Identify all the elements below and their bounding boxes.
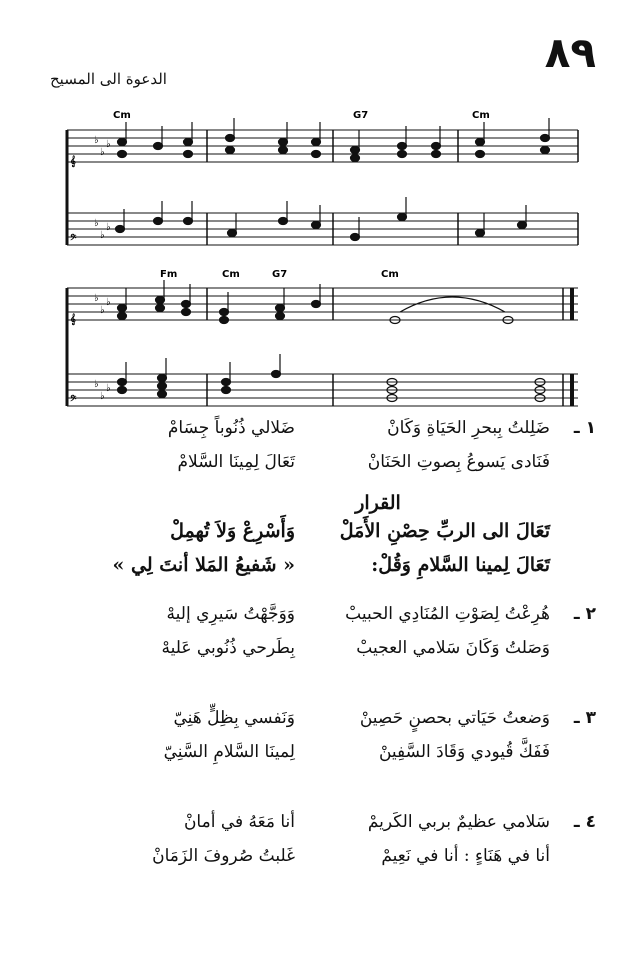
treble-clef-icon: 𝄞 xyxy=(70,314,76,325)
verse-hemistich: وَضعتُ حَيَاتي بحصنٍ حَصِينْ xyxy=(359,708,550,728)
verse-line xyxy=(40,708,596,742)
bass-clef-icon: 𝄢 xyxy=(70,234,77,245)
verse-hemistich: غَلبتُ صُروفَ الزَمَانْ xyxy=(152,846,295,866)
hymn-title: الدعوة الى المسيح xyxy=(50,70,167,88)
verse-hemistich: وَصَلتُ وَكَانَ سَلامي العجيبْ xyxy=(356,638,550,658)
svg-text:♭: ♭ xyxy=(94,293,99,304)
verse-line xyxy=(40,452,596,486)
bass-clef-icon: 𝄢 xyxy=(70,395,77,406)
verse-line xyxy=(40,418,596,452)
chord-label: Fm xyxy=(160,269,178,280)
svg-text:♭: ♭ xyxy=(106,383,111,394)
refrain-hemistich: وَأَسْرِعْ وَلاَ تُهمِلْ xyxy=(170,520,295,542)
verse-hemistich: فَفَكَّ قُيودي وَقَادَ السَّفِينْ xyxy=(378,742,550,762)
svg-text:♭: ♭ xyxy=(106,222,111,233)
svg-text:♭: ♭ xyxy=(94,218,99,229)
refrain-line xyxy=(40,554,596,588)
svg-text:♭: ♭ xyxy=(100,147,105,158)
verse-line xyxy=(40,638,596,672)
refrain-hemistich: تَعَالَ لِمينا السَّلامِ وَقُلْ: xyxy=(371,554,550,576)
svg-text:♭: ♭ xyxy=(100,230,105,241)
chord-label: Cm xyxy=(472,110,490,121)
verse-hemistich: أنا مَعَهُ في أمانْ xyxy=(183,812,295,832)
verse-hemistich: وَوَجَّهْتُ سَيرِي إليهْ xyxy=(166,604,295,624)
refrain-title: القرار xyxy=(355,492,401,514)
chord-label: Cm xyxy=(381,269,399,280)
verse-line xyxy=(40,846,596,880)
verse-hemistich: لِمينَا السَّلامِ السَّنِيّ xyxy=(163,742,295,762)
svg-text:♭: ♭ xyxy=(94,135,99,146)
verse-hemistich: وَنَفسي بِظِلٍّ هَنِيّ xyxy=(173,708,295,728)
score-system-1 xyxy=(0,100,640,250)
chord-label: G7 xyxy=(272,269,288,280)
verse-line xyxy=(40,742,596,776)
treble-clef-icon: 𝄞 xyxy=(70,156,76,167)
refrain-hemistich: تَعَالَ الى الربِّ حِصْنِ الأَمَلْ xyxy=(339,520,550,542)
verse-line xyxy=(40,812,596,846)
verse-hemistich: أنا في هَنَاءٍ : أنا في نَعِيمْ xyxy=(381,846,550,866)
svg-text:♭: ♭ xyxy=(100,391,105,402)
verse-number: ٣ ـ xyxy=(573,708,596,728)
verse-number: ١ ـ xyxy=(573,418,596,438)
verse-line xyxy=(40,604,596,638)
page-number: ٨٩ xyxy=(544,28,596,77)
refrain-hemistich: « شَفيعُ المَلا أنتَ لِي » xyxy=(112,554,295,576)
lyrics-section xyxy=(40,418,596,880)
chord-label: Cm xyxy=(222,269,240,280)
verse-hemistich: تَعَالَ لِمِينَا السَّلامْ xyxy=(177,452,295,472)
verse-number: ٢ ـ xyxy=(573,604,596,624)
svg-text:♭: ♭ xyxy=(94,379,99,390)
verse-hemistich: بِطَرحي ذُنُوبي عَليهْ xyxy=(161,638,295,658)
verse-hemistich: ضَلِلتُ بِبحرِ الحَيَاةِ وَكَانْ xyxy=(387,418,550,438)
refrain-line xyxy=(40,520,596,554)
chord-label: G7 xyxy=(353,110,369,121)
verse-hemistich: هُرِعْتُ لِصَوْتِ المُنَادِي الحبيبْ xyxy=(345,604,550,624)
verse-hemistich: فَنَادى يَسوعُ بِصوتِ الحَنَانْ xyxy=(367,452,550,472)
verse-number: ٤ ـ xyxy=(573,812,596,832)
verse-hemistich: ضَلالي ذُنُوباً جِسَامْ xyxy=(167,418,295,438)
verse-hemistich: سَلامي عظيمٌ بربي الكَريمْ xyxy=(367,812,550,832)
svg-text:♭: ♭ xyxy=(106,297,111,308)
chord-label: Cm xyxy=(113,110,131,121)
score-system-2 xyxy=(0,262,640,412)
svg-text:♭: ♭ xyxy=(100,305,105,316)
svg-text:♭: ♭ xyxy=(106,139,111,150)
